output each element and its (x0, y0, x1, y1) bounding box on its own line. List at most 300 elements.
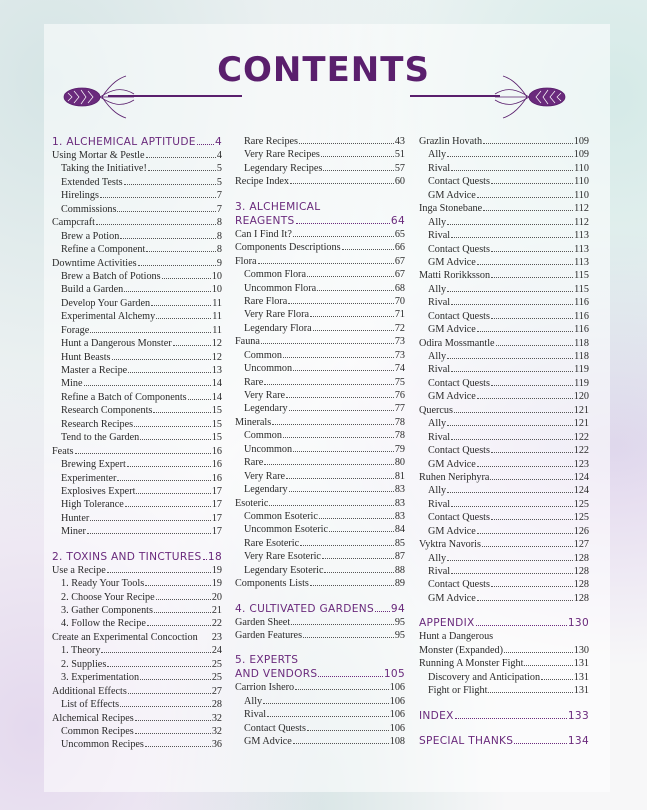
toc-entry[interactable] (52, 459, 222, 472)
toc-entry[interactable] (235, 136, 405, 149)
toc-entry-page-number: 121 (573, 418, 589, 430)
toc-entry-page-number: 11 (212, 324, 222, 336)
toc-entry-page-number: 75 (394, 376, 405, 388)
toc-entry[interactable] (235, 417, 405, 430)
toc-entry-label: Downtime Activities (52, 257, 137, 269)
toc-entry[interactable] (235, 484, 405, 497)
toc-entry[interactable] (419, 378, 589, 391)
toc-entry[interactable] (52, 739, 222, 752)
toc-entry-page-number: 128 (573, 579, 589, 591)
toc-entry[interactable] (52, 244, 222, 257)
dot-leader (120, 706, 211, 707)
dot-leader (125, 506, 211, 507)
dot-leader (197, 144, 214, 145)
toc-entry[interactable] (235, 403, 405, 416)
dot-leader (496, 345, 574, 346)
dot-leader (307, 276, 394, 277)
toc-entry[interactable] (235, 323, 405, 336)
toc-entry-page-number: 27 (211, 685, 222, 697)
toc-entry[interactable] (419, 257, 589, 270)
dot-leader (283, 437, 394, 438)
toc-entry[interactable] (52, 446, 222, 459)
toc-entry[interactable] (52, 163, 222, 176)
toc-entry-label: Contact Quests (428, 579, 490, 591)
toc-entry[interactable] (419, 579, 589, 592)
toc-entry-label: Campcraft (52, 217, 95, 229)
toc-entry[interactable] (52, 190, 222, 203)
dot-leader (491, 251, 573, 252)
toc-entry-label: Rare (244, 376, 264, 388)
dot-leader (477, 264, 573, 265)
toc-entry[interactable] (52, 486, 222, 499)
toc-entry-label: Very Rare Flora (244, 309, 310, 321)
toc-entry[interactable] (419, 324, 589, 337)
toc-entry[interactable] (52, 352, 222, 365)
toc-entry-label: 1. Theory (61, 645, 101, 657)
section-heading[interactable] (52, 136, 222, 150)
toc-entry-label: Extended Tests (61, 176, 123, 188)
toc-entry-label: Develop Your Garden (61, 297, 151, 309)
toc-entry[interactable] (419, 512, 589, 525)
toc-entry-page-number: 36 (211, 739, 222, 751)
toc-entry-page-number: 17 (211, 499, 222, 511)
toc-entry[interactable] (419, 163, 589, 176)
toc-entry-label: Common Recipes (61, 725, 134, 737)
dot-leader (286, 478, 394, 479)
toc-entry-label: Common (244, 430, 282, 442)
toc-entry[interactable] (419, 499, 589, 512)
dot-leader (375, 611, 390, 612)
toc-entry[interactable] (52, 258, 222, 271)
toc-entry-page-number: 12 (211, 338, 222, 350)
toc-entry-label: Very Rare (244, 470, 286, 482)
toc-entry[interactable] (52, 392, 222, 405)
section-heading[interactable] (419, 735, 589, 749)
toc-entry[interactable] (52, 618, 222, 631)
toc-entry-label: Flora (235, 255, 257, 267)
section-title: 2. TOXINS AND TINCTURES (52, 550, 202, 563)
toc-entry-label: Contact Quests (428, 176, 490, 188)
dot-leader (134, 426, 211, 427)
toc-entry-label: Common (244, 349, 282, 361)
dot-leader (300, 545, 394, 546)
toc-entry-label: Ally (428, 216, 447, 228)
toc-entry[interactable] (235, 283, 405, 296)
dot-leader (295, 689, 389, 690)
toc-entry[interactable] (419, 284, 589, 297)
toc-entry-label: Miner (61, 526, 86, 538)
toc-entry[interactable] (52, 311, 222, 324)
toc-entry-label: Taking the Initiative! (61, 163, 147, 175)
section-page-number: 130 (567, 617, 589, 630)
toc-entry-page-number: 116 (574, 297, 589, 309)
dot-leader (447, 291, 573, 292)
section-heading[interactable] (235, 603, 405, 617)
dot-leader (272, 424, 394, 425)
toc-entry-label: Legendary (244, 403, 288, 415)
toc-entry[interactable] (235, 350, 405, 363)
toc-entry-label: Rare Flora (244, 295, 288, 307)
toc-entry[interactable] (52, 177, 222, 190)
toc-entry[interactable] (419, 203, 589, 216)
toc-entry[interactable] (419, 351, 589, 364)
dot-leader (90, 332, 211, 333)
dot-leader (477, 533, 573, 534)
toc-entry[interactable] (235, 430, 405, 443)
section-heading[interactable] (52, 551, 222, 565)
toc-entry-page-number: 32 (211, 725, 222, 737)
toc-entry[interactable] (235, 551, 405, 564)
toc-entry-label: Additional Effects (52, 685, 127, 697)
toc-entry-page-number: 28 (211, 699, 222, 711)
toc-entry-label: Create an Experimental Concoction (52, 631, 198, 643)
toc-entry[interactable] (419, 391, 589, 404)
toc-entry[interactable] (235, 390, 405, 403)
toc-entry-page-number: 16 (211, 459, 222, 471)
toc-entry[interactable] (235, 149, 405, 162)
toc-entry[interactable] (235, 363, 405, 376)
toc-entry-page-number: 106 (389, 722, 405, 734)
toc-entry[interactable] (52, 284, 222, 297)
toc-entry-label: Research Recipes (61, 418, 134, 430)
toc-entry-label: Can I Find It? (235, 228, 292, 240)
toc-entry-page-number: 120 (573, 391, 589, 403)
toc-entry[interactable] (419, 593, 589, 606)
toc-entry-label: Garden Sheet (235, 616, 291, 628)
toc-entry-label: 3. Experimentation (61, 672, 140, 684)
toc-entry[interactable] (52, 150, 222, 163)
section-heading[interactable] (419, 710, 589, 724)
toc-entry[interactable] (235, 696, 405, 709)
toc-entry[interactable] (419, 658, 589, 671)
toc-entry[interactable] (235, 377, 405, 390)
toc-entry[interactable] (235, 498, 405, 511)
dot-leader (261, 343, 394, 344)
toc-entry[interactable] (419, 645, 589, 658)
toc-column-3 (419, 136, 589, 749)
dot-leader (451, 439, 573, 440)
toc-entry[interactable] (419, 685, 589, 698)
toc-entry-page-number: 19 (211, 564, 222, 576)
section-heading[interactable] (419, 617, 589, 631)
toc-entry-page-number: 113 (574, 256, 589, 268)
toc-entry-label: Fight or Flight (428, 685, 488, 697)
toc-entry[interactable] (52, 217, 222, 230)
toc-entry-label: Hunter (61, 512, 90, 524)
toc-entry-label: Ally (428, 552, 447, 564)
toc-entry[interactable] (235, 309, 405, 322)
toc-entry[interactable] (235, 336, 405, 349)
toc-entry[interactable] (52, 473, 222, 486)
dot-leader (154, 612, 211, 613)
toc-entry[interactable] (419, 270, 589, 283)
toc-entry-label: Rival (428, 364, 451, 376)
toc-entry[interactable] (52, 432, 222, 445)
toc-entry[interactable] (52, 325, 222, 338)
toc-entry-label: Legendary (244, 484, 288, 496)
toc-entry[interactable] (52, 365, 222, 378)
toc-entry-page-number: 109 (573, 136, 589, 147)
toc-entry[interactable] (235, 457, 405, 470)
toc-entry[interactable] (419, 149, 589, 162)
toc-entry[interactable] (235, 630, 405, 643)
toc-entry-label: Refine a Component (61, 244, 146, 256)
toc-entry[interactable] (419, 432, 589, 445)
toc-entry-page-number: 57 (394, 162, 405, 174)
toc-entry-page-number: 95 (394, 630, 405, 641)
dot-leader (156, 318, 211, 319)
toc-entry[interactable] (52, 699, 222, 712)
toc-entry[interactable] (52, 513, 222, 526)
toc-entry[interactable] (52, 204, 222, 217)
toc-entry-page-number: 112 (574, 216, 589, 228)
toc-entry-page-number: 11 (212, 311, 222, 323)
toc-entry[interactable] (235, 709, 405, 722)
toc-entry-page-number: 22 (211, 618, 222, 630)
toc-entry[interactable] (235, 296, 405, 309)
toc-entry[interactable] (235, 269, 405, 282)
dot-leader (124, 184, 216, 185)
toc-entry[interactable] (419, 405, 589, 418)
toc-entry[interactable] (419, 136, 589, 149)
dot-leader (477, 466, 573, 467)
toc-entry-page-number: 115 (574, 270, 589, 282)
toc-entry-label: Commissions (61, 203, 117, 215)
toc-entry[interactable] (419, 176, 589, 189)
toc-entry-page-number: 118 (574, 337, 589, 349)
toc-entry-page-number: 85 (394, 537, 405, 549)
toc-entry-label: GM Advice (428, 391, 476, 403)
toc-entry-label: Uncommon Flora (244, 282, 317, 294)
toc-entry-page-number: 106 (389, 709, 405, 721)
toc-entry-label: Contact Quests (428, 445, 490, 457)
section-heading-line[interactable]: 3. ALCHEMICAL (235, 200, 321, 213)
section-page-number: 4 (214, 136, 222, 148)
toc-entry-page-number: 84 (394, 524, 405, 536)
toc-entry-page-number: 115 (574, 283, 589, 295)
dot-leader (491, 318, 573, 319)
toc-entry[interactable] (52, 726, 222, 739)
toc-entry[interactable] (419, 672, 589, 685)
toc-entry[interactable] (419, 338, 589, 351)
dot-leader (145, 585, 211, 586)
toc-entry[interactable] (52, 526, 222, 539)
toc-entry-page-number: 15 (211, 405, 222, 417)
toc-entry-page-number: 131 (573, 671, 589, 683)
dot-leader (140, 439, 211, 440)
dot-leader (264, 464, 394, 465)
toc-entry[interactable] (235, 229, 405, 242)
toc-entry[interactable] (419, 526, 589, 539)
dot-leader (151, 305, 211, 306)
dot-leader (477, 398, 573, 399)
toc-entry[interactable] (52, 659, 222, 672)
toc-entry[interactable] (419, 230, 589, 243)
dot-leader (117, 480, 210, 481)
toc-entry-page-number: 78 (394, 416, 405, 428)
dot-leader (455, 718, 567, 719)
toc-entry-page-number: 17 (211, 485, 222, 497)
toc-entry-label: GM Advice (428, 458, 476, 470)
toc-entry[interactable] (419, 445, 589, 458)
section-heading[interactable] (235, 668, 405, 682)
toc-entry-label: High Tolerance (61, 499, 124, 511)
toc-entry[interactable] (52, 338, 222, 351)
toc-entry[interactable] (419, 217, 589, 230)
dot-leader (173, 345, 211, 346)
toc-entry[interactable] (52, 686, 222, 699)
dot-leader (477, 197, 573, 198)
toc-entry[interactable] (52, 231, 222, 244)
dot-leader (258, 263, 394, 264)
toc-entry-label: Uncommon Recipes (61, 739, 144, 751)
toc-entry[interactable] (235, 578, 405, 591)
toc-entry-page-number: 67 (394, 269, 405, 281)
toc-entry[interactable] (419, 472, 589, 485)
dot-leader (504, 652, 573, 653)
toc-entry-page-number: 23 (211, 631, 222, 643)
toc-entry-label: Tend to the Garden (61, 432, 140, 444)
dot-leader (140, 679, 211, 680)
toc-entry[interactable] (419, 553, 589, 566)
toc-column-1 (52, 136, 222, 753)
toc-entry-page-number: 74 (394, 363, 405, 375)
toc-entry-page-number: 67 (394, 255, 405, 267)
dot-leader (447, 425, 573, 426)
toc-entry[interactable] (52, 419, 222, 432)
toc-entry[interactable] (235, 511, 405, 524)
toc-entry-label: Refine a Batch of Components (61, 391, 187, 403)
toc-entry[interactable] (52, 605, 222, 618)
dot-leader (447, 224, 573, 225)
toc-entry[interactable] (419, 459, 589, 472)
toc-entry-page-number: 5 (216, 163, 222, 175)
toc-entry-page-number: 106 (389, 682, 405, 694)
toc-entry-label: Carrion Ishero (235, 682, 295, 694)
toc-entry[interactable] (52, 578, 222, 591)
toc-entry-label: Rival (428, 162, 451, 174)
toc-entry-label: Legendary Recipes (244, 162, 323, 174)
toc-entry-label: Components Descriptions (235, 242, 341, 254)
toc-entry[interactable] (419, 485, 589, 498)
toc-entry[interactable] (419, 190, 589, 203)
toc-entry[interactable] (235, 524, 405, 537)
toc-entry-page-number: 119 (574, 364, 589, 376)
toc-entry-label: Uncommon (244, 363, 293, 375)
toc-entry[interactable] (52, 565, 222, 578)
dot-leader (288, 303, 394, 304)
toc-entry[interactable] (419, 311, 589, 324)
toc-entry[interactable] (419, 244, 589, 257)
toc-entry[interactable] (52, 298, 222, 311)
toc-entry[interactable] (235, 538, 405, 551)
dot-leader (541, 679, 573, 680)
title-rule-right (410, 95, 500, 97)
toc-entry[interactable] (235, 176, 405, 189)
toc-entry[interactable] (235, 242, 405, 255)
toc-entry[interactable] (52, 271, 222, 284)
dot-leader (136, 493, 210, 494)
toc-entry[interactable] (419, 566, 589, 579)
toc-entry[interactable] (235, 256, 405, 269)
dot-leader (454, 412, 573, 413)
dot-leader (491, 183, 573, 184)
toc-entry[interactable] (52, 405, 222, 418)
toc-entry-label: Contact Quests (428, 377, 490, 389)
dot-leader (289, 491, 394, 492)
toc-entry[interactable] (235, 471, 405, 484)
toc-entry[interactable] (52, 632, 222, 645)
section-heading-line[interactable]: 5. EXPERTS (235, 654, 299, 667)
toc-entry[interactable] (52, 378, 222, 391)
toc-entry-page-number: 76 (394, 390, 405, 401)
toc-entry-label: Contact Quests (428, 310, 490, 322)
toc-entry[interactable] (235, 163, 405, 176)
toc-entry[interactable] (419, 297, 589, 310)
toc-entry[interactable] (235, 617, 405, 630)
toc-entry[interactable] (419, 539, 589, 552)
section-page-number: 105 (383, 668, 405, 681)
toc-entry-label: Ally (428, 351, 447, 362)
toc-entry-label: Experimenter (61, 472, 117, 484)
toc-entry-page-number: 126 (573, 525, 589, 537)
toc-entry[interactable] (52, 499, 222, 512)
toc-entry[interactable] (52, 645, 222, 658)
toc-entry-label: Feats (52, 445, 74, 457)
toc-entry-page-number: 73 (394, 349, 405, 361)
toc-entry-label: 2. Choose Your Recipe (61, 591, 155, 603)
dot-leader (135, 720, 211, 721)
toc-entry[interactable] (235, 736, 405, 749)
dot-leader (290, 183, 394, 184)
toc-entry-page-number: 87 (394, 551, 405, 563)
toc-entry[interactable] (419, 631, 589, 644)
toc-entry[interactable] (52, 592, 222, 605)
dot-leader (451, 573, 573, 574)
toc-entry[interactable] (235, 682, 405, 695)
toc-entry[interactable] (419, 364, 589, 377)
toc-entry-label: Components Lists (235, 578, 309, 590)
toc-entry[interactable] (52, 672, 222, 685)
toc-entry-label: List of Effects (61, 699, 120, 711)
dot-leader (203, 559, 207, 560)
toc-entry-label: Use a Recipe (52, 564, 106, 576)
dot-leader (322, 558, 394, 559)
dot-leader (319, 518, 394, 519)
toc-entry-page-number: 88 (394, 564, 405, 576)
toc-entry-label: Hirelings (61, 190, 99, 202)
dot-leader (147, 625, 211, 626)
dot-leader (477, 331, 573, 332)
dot-leader (96, 224, 216, 225)
toc-entry-label: Grazlin Hovath (419, 136, 483, 147)
toc-entry-label: Ally (428, 149, 447, 161)
toc-entry-page-number: 16 (211, 445, 222, 457)
toc-entry[interactable] (52, 713, 222, 726)
section-heading[interactable] (235, 215, 405, 229)
toc-entry-label: Rival (428, 566, 451, 577)
toc-entry-page-number: 9 (216, 257, 222, 269)
toc-entry[interactable] (419, 418, 589, 431)
title-rule-left (108, 95, 242, 97)
dot-leader (264, 384, 394, 385)
toc-entry[interactable] (235, 723, 405, 736)
toc-entry[interactable] (235, 444, 405, 457)
toc-entry-label: Forage (61, 324, 90, 336)
toc-entry-page-number: 83 (394, 497, 405, 509)
toc-entry[interactable] (235, 565, 405, 578)
toc-entry-label: GM Advice (428, 324, 476, 336)
